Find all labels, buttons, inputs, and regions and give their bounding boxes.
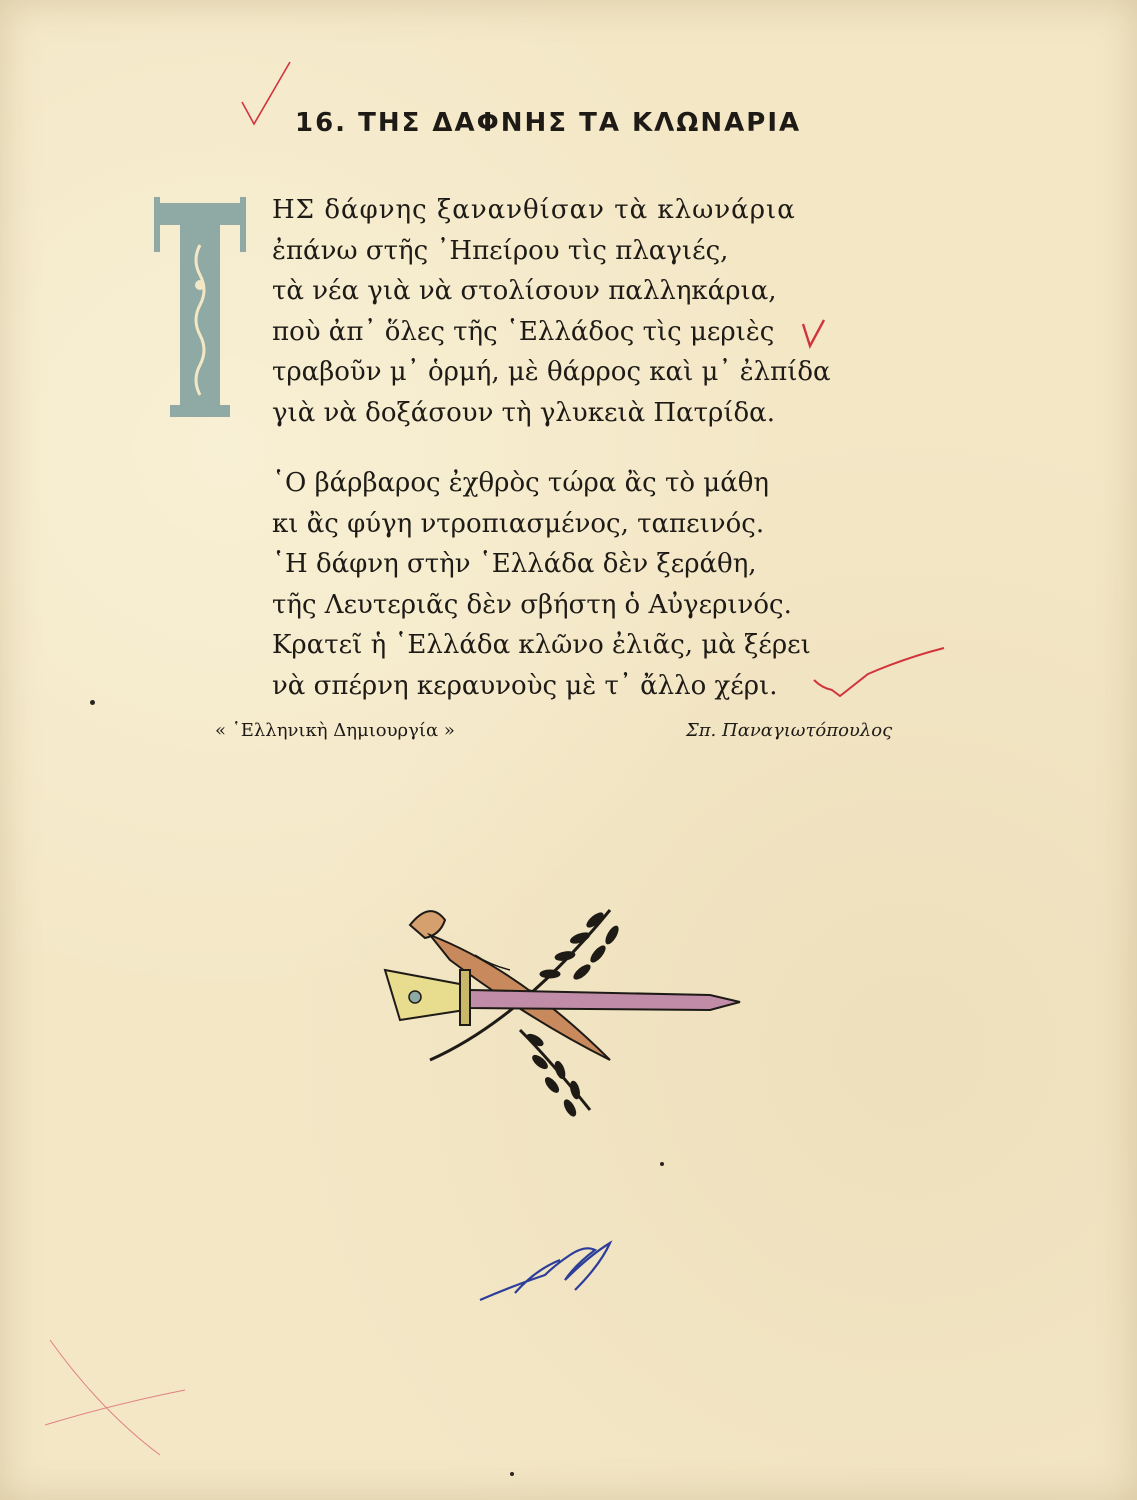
paper-speck: [510, 1472, 514, 1476]
red-check-mark-title: [238, 58, 298, 130]
poem-line: κι ἂς φύγη ντροπιασμένος, ταπεινός.: [272, 508, 765, 539]
poem-line: τραβοῦν μ᾿ ὁρμή, μὲ θάρρος καὶ μ᾿ ἐλπίδα: [272, 357, 831, 387]
paper-speck: [90, 700, 95, 705]
poem-line: τὰ νέα γιὰ νὰ στολίσουν παλληκάρια,: [272, 276, 777, 306]
stanza-2: [272, 463, 972, 706]
blue-signature: [475, 1235, 625, 1315]
poem-line: Κρατεῖ ἡ ῾Ελλάδα κλῶνο ἐλιᾶς, μὰ ξέρει: [272, 630, 811, 660]
stanza-1: [272, 190, 972, 433]
red-cross-mark: [40, 1330, 190, 1460]
decorative-drop-cap: [150, 185, 250, 420]
author-name: Σπ. Παναγιωτόπουλος: [686, 720, 893, 741]
poem-title: 16. ΤΗΣ ΔΑΦΝΗΣ ΤΑ ΚΛΩΝΑΡΙΑ: [295, 108, 802, 138]
poem-line: ΗΣ δάφνης ξανανθίσαν τὰ κλωνάρια: [272, 195, 796, 225]
poem-line: ποὺ ἀπ᾿ ὅλες τῆς ῾Ελλάδος τὶς μεριὲς: [272, 316, 775, 347]
poem-line: τῆς Λευτεριᾶς δὲν σβήστη ὁ Αὐγερινός.: [272, 589, 792, 620]
laurel-branch-icon: [430, 910, 620, 1118]
poem-line: γιὰ νὰ δοξάσουν τὴ γλυκειὰ Πατρίδα.: [272, 397, 776, 428]
poem-line: ῾Ο βάρβαρος ἐχθρὸς τώρα ἂς τὸ μάθη: [272, 468, 769, 498]
source-attribution: « ῾Ελληνικὴ Δημιουργία »: [215, 720, 455, 741]
paper-speck: [660, 1162, 664, 1166]
poem-line: ἐπάνω στῆς ᾿Ηπείρου τὶς πλαγιές,: [272, 235, 729, 266]
crossed-swords-laurel-ornament: [370, 890, 770, 1130]
poem-line: νὰ σπέρνη κεραυνοὺς μὲ τ᾿ ἄλλο χέρι.: [272, 670, 778, 701]
poem-line: ῾Η δάφνη στὴν ῾Ελλάδα δὲν ξεράθη,: [272, 549, 757, 579]
